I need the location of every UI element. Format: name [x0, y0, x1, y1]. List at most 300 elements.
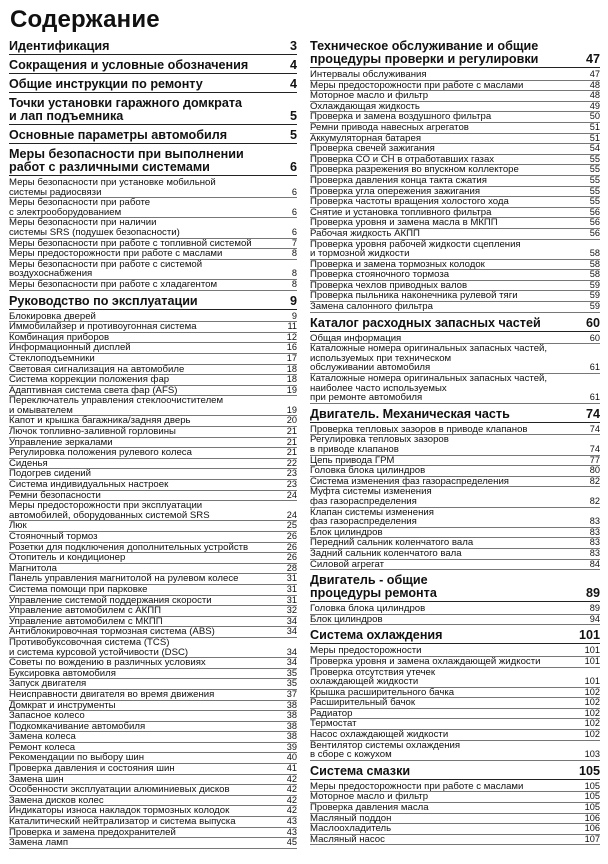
toc-entry	[310, 435, 600, 455]
entry-page-number: 42	[286, 784, 297, 795]
entry-page-number: 59	[589, 290, 600, 301]
entry-title: Меры безопасности при работе с топливной системой	[9, 237, 252, 249]
entry-title: Головка блока цилиндров	[310, 603, 426, 615]
toc-entry	[9, 690, 297, 701]
section-heading	[9, 97, 297, 125]
entry-page-number: 107	[584, 833, 600, 844]
section-heading	[310, 765, 600, 780]
entry-page-number: 42	[286, 794, 297, 805]
entry-title: Меры безопасности при наличии системы SRS (подушек безопасности)	[9, 217, 180, 238]
entry-list	[9, 178, 297, 291]
entry-title: Подкомкачивание автомобиля	[9, 720, 146, 732]
entry-page-number: 89	[589, 603, 600, 614]
entry-title: Антиблокировочная тормозная система (ABS)	[9, 626, 215, 638]
entry-page-number: 106	[584, 823, 600, 834]
toc-entry	[310, 508, 600, 528]
entry-page-number: 31	[286, 573, 297, 584]
entry-page-number: 18	[286, 374, 297, 385]
entry-page-number: 84	[589, 558, 600, 569]
entry-title: Иммобилайзер и противоугонная система	[9, 321, 197, 333]
entry-page-number: 59	[589, 279, 600, 290]
entry-page-number: 51	[589, 121, 600, 132]
entry-page-number: 83	[589, 526, 600, 537]
toc-entry	[9, 198, 297, 218]
entry-page-number: 102	[584, 729, 600, 740]
entry-title: Проверка давления и состояния шин	[9, 763, 175, 775]
entry-title: Проверка и замена предохранителей	[9, 826, 176, 838]
section-page-number: 74	[585, 406, 600, 421]
section-page-number: 4	[289, 77, 297, 91]
entry-title: Моторное масло и фильтр	[310, 90, 429, 102]
entry-title: Задний сальник коленчатого вала	[310, 547, 462, 559]
toc-entry	[310, 344, 600, 374]
toc-entry	[9, 838, 297, 849]
entry-title: Вентилятор системы охлаждения в сборе с кожухом	[310, 739, 461, 761]
entry-page-number: 56	[589, 217, 600, 228]
entry-page-number: 101	[584, 645, 600, 656]
section-heading	[9, 148, 297, 176]
entry-title: Проверка отсутствия утечек охлаждающей жидкости	[310, 666, 436, 688]
entry-title: Люк	[9, 520, 27, 532]
entry-title: Советы по вождению в различных условиях	[9, 657, 206, 669]
entry-page-number: 49	[589, 100, 600, 111]
entry-page-number: 26	[286, 541, 297, 552]
entry-title: Адаптивная система света фар (AFS)	[9, 384, 178, 396]
toc-entry	[310, 123, 600, 134]
section-heading	[310, 40, 600, 68]
entry-page-number: 77	[589, 454, 600, 465]
entry-title: Меры безопасности при установке мобильной системы радиосвязи	[9, 177, 216, 198]
section-title: Меры безопасности при выполнении работ с различными системами	[9, 147, 244, 174]
entry-list	[310, 70, 600, 313]
entry-title: Блокировка дверей	[9, 310, 96, 322]
toc-entry	[310, 302, 600, 313]
entry-page-number: 105	[584, 802, 600, 813]
entry-title: Переключатель управления стеклоочистителем и омывателем	[9, 395, 224, 416]
toc-entry	[310, 487, 600, 507]
section-title: Система смазки	[310, 763, 411, 778]
toc-section	[310, 40, 600, 313]
entry-title: Проверка давления конца такта сжатия	[310, 174, 487, 186]
toc-entry	[310, 240, 600, 260]
entry-title: Проверка уровня и замена охлаждающей жидкости	[310, 655, 541, 667]
section-title: Основные параметры автомобиля	[9, 128, 228, 142]
section-heading	[310, 629, 600, 644]
entry-title: Регулировка положения рулевого колеса	[9, 447, 192, 459]
toc-entry	[9, 218, 297, 238]
entry-title: Клапан системы изменения фаз газораспределения	[310, 506, 434, 528]
entry-title: Буксировка автомобиля	[9, 667, 116, 679]
entry-title: Термостат	[310, 718, 357, 730]
entry-page-number: 101	[584, 655, 600, 666]
entry-title: Меры предосторожности при работе с маслами	[9, 248, 223, 260]
entry-title: Система изменения фаз газораспределения	[310, 475, 509, 487]
section-title: Каталог расходных запасных частей	[310, 315, 541, 330]
entry-page-number: 48	[589, 90, 600, 101]
entry-title: Замена салонного фильтра	[310, 301, 433, 313]
section-heading	[9, 59, 297, 74]
entry-title: Управление автомобилем с МКПП	[9, 615, 163, 627]
entry-title: Меры предосторожности при эксплуатации автомобилей, оборудованных системой SRS	[9, 500, 210, 521]
entry-page-number: 40	[286, 752, 297, 763]
entry-page-number: 7	[291, 237, 297, 248]
section-page-number: 5	[289, 109, 297, 123]
entry-title: Проверка CO и CH в отработавших газах	[310, 153, 495, 165]
entry-page-number: 105	[584, 791, 600, 802]
toc-entry	[9, 501, 297, 521]
entry-page-number: 47	[589, 69, 600, 79]
entry-page-number: 23	[286, 479, 297, 490]
entry-title: Замена колеса	[9, 731, 76, 743]
entry-title: Каталитический нейтрализатор и система выпуска	[9, 816, 236, 828]
entry-page-number: 11	[287, 321, 297, 332]
toc-entry	[310, 549, 600, 560]
entry-page-number: 58	[589, 269, 600, 280]
section-title: Сокращения и условные обозначения	[9, 58, 249, 72]
entry-title: Стеклоподъемники	[9, 352, 95, 364]
entry-page-number: 26	[286, 552, 297, 563]
entry-page-number: 51	[589, 132, 600, 143]
section-page-number: 47	[585, 52, 600, 66]
toc-section	[9, 59, 297, 74]
entry-list	[9, 312, 297, 849]
entry-title: Замена шин	[9, 773, 64, 785]
entry-page-number: 60	[589, 332, 600, 343]
section-heading	[310, 408, 600, 423]
entry-list	[310, 604, 600, 625]
entry-page-number: 38	[286, 710, 297, 721]
section-heading	[310, 574, 600, 602]
entry-title: Управление зеркалами	[9, 436, 113, 448]
entry-page-number: 42	[286, 773, 297, 784]
toc-entry	[9, 260, 297, 280]
entry-title: Каталожные номера оригинальных запасных частей, наиболее часто используемых при ремонте автомобиля	[310, 373, 548, 404]
entry-title: Запуск двигателя	[9, 678, 87, 690]
toc-entry	[9, 638, 297, 658]
entry-title: Снятие и установка топливного фильтра	[310, 206, 492, 218]
entry-page-number: 6	[291, 226, 297, 237]
entry-page-number: 22	[286, 457, 297, 468]
section-heading	[9, 295, 297, 310]
entry-page-number: 74	[589, 444, 600, 454]
entry-page-number: 31	[286, 583, 297, 594]
entry-page-number: 56	[589, 206, 600, 217]
entry-page-number: 23	[286, 468, 297, 479]
section-page-number: 89	[585, 586, 600, 601]
section-title: Общие инструкции по ремонту	[9, 77, 203, 91]
entry-title: Масляный насос	[310, 833, 385, 845]
toc-section	[310, 317, 600, 404]
section-heading	[9, 129, 297, 144]
toc-section	[9, 78, 297, 93]
entry-title: Противобуксовочная система (TCS) и система курсовой устойчивости (DSC)	[9, 636, 189, 658]
toc-entry	[310, 668, 600, 688]
section-title: Руководство по эксплуатации	[9, 293, 198, 308]
entry-page-number: 102	[584, 707, 600, 718]
entry-title: Рекомендации по выбору шин	[9, 752, 145, 764]
entry-title: Ремонт колеса	[9, 741, 76, 753]
entry-title: Каталожные номера оригинальных запасных частей, используемых при техническом обслуживании автомобиля	[310, 343, 548, 374]
entry-title: Силовой агрегат	[310, 558, 384, 570]
entry-title: Лючок топливно-заливной горловины	[9, 426, 176, 438]
entry-title: Панель управления магнитолой на рулевом колесе	[9, 573, 239, 585]
entry-page-number: 42	[286, 805, 297, 816]
entry-page-number: 82	[589, 475, 600, 486]
entry-title: Замена дисков колес	[9, 794, 104, 806]
entry-title: Проверка частоты вращения холостого хода	[310, 196, 509, 208]
entry-title: Особенности эксплуатации алюминиевых дисков	[9, 784, 230, 796]
entry-page-number: 12	[286, 331, 297, 342]
entry-title: Маслоохладитель	[310, 823, 392, 835]
entry-page-number: 21	[286, 426, 297, 437]
toc-section	[9, 40, 297, 55]
entry-list	[310, 425, 600, 570]
entry-page-number: 34	[286, 615, 297, 626]
entry-title: Неисправности двигателя во время движения	[9, 688, 215, 700]
entry-page-number: 80	[589, 465, 600, 476]
entry-page-number: 101	[584, 676, 600, 687]
toc-entry	[310, 229, 600, 240]
entry-title: Домкрат и инструменты	[9, 699, 116, 711]
entry-title: Меры предосторожности при работе с маслами	[310, 79, 524, 91]
entry-title: Проверка чехлов приводных валов	[310, 279, 468, 291]
section-heading	[310, 317, 600, 332]
section-page-number: 4	[289, 58, 297, 72]
entry-title: Система коррекции положения фар	[9, 374, 170, 386]
entry-page-number: 55	[589, 196, 600, 207]
entry-title: Индикаторы износа накладок тормозных колодок	[9, 805, 230, 817]
entry-title: Комбинация приборов	[9, 331, 110, 343]
entry-page-number: 55	[589, 174, 600, 185]
entry-title: Стояночный тормоз	[9, 531, 98, 542]
entry-page-number: 61	[589, 362, 600, 373]
entry-title: Проверка и замена воздушного фильтра	[310, 111, 492, 123]
entry-page-number: 59	[589, 301, 600, 312]
toc-entry	[310, 374, 600, 404]
toc-section	[310, 629, 600, 761]
entry-page-number: 38	[286, 731, 297, 742]
entry-title: Меры предосторожности	[310, 645, 422, 657]
entry-title: Муфта системы изменения фаз газораспределения	[310, 486, 432, 507]
entry-page-number: 83	[589, 516, 600, 527]
entry-page-number: 34	[286, 646, 297, 657]
entry-title: Управление системой поддержания скорости	[9, 594, 212, 606]
entry-title: Блок цилиндров	[310, 613, 383, 625]
section-page-number: 105	[578, 763, 600, 778]
toc-entry	[9, 585, 297, 596]
entry-page-number: 26	[286, 531, 297, 541]
section-heading	[9, 78, 297, 93]
entry-title: Управление автомобилем с АКПП	[9, 605, 162, 617]
entry-title: Система помощи при парковке	[9, 583, 148, 595]
entry-title: Капот и крышка багажника/задняя дверь	[9, 415, 191, 427]
section-page-number: 9	[289, 293, 297, 308]
toc-section	[310, 765, 600, 846]
entry-page-number: 41	[286, 763, 297, 774]
entry-page-number: 102	[584, 718, 600, 729]
entry-title: Проверка стояночного тормоза	[310, 269, 450, 281]
entry-title: Проверка пыльника наконечника рулевой тяги	[310, 290, 518, 302]
toc-entry	[9, 178, 297, 198]
section-title: Точки установки гаражного домкрата и лап подъемника	[9, 96, 243, 123]
entry-title: Сиденья	[9, 457, 48, 469]
entry-page-number: 38	[286, 720, 297, 731]
entry-page-number: 35	[286, 678, 297, 689]
entry-page-number: 6	[291, 186, 297, 197]
entry-page-number: 105	[584, 780, 600, 791]
entry-title: Рабочая жидкость АКПП	[310, 227, 420, 239]
toc-entry	[9, 532, 297, 543]
entry-page-number: 21	[286, 447, 297, 458]
entry-page-number: 74	[589, 423, 600, 434]
toc-entry	[310, 835, 600, 846]
entry-title: Проверка тепловых зазоров в приводе клапанов	[310, 423, 528, 435]
entry-page-number: 106	[584, 812, 600, 823]
entry-title: Расширительный бачок	[310, 697, 416, 709]
left-column	[9, 40, 297, 849]
entry-page-number: 55	[589, 164, 600, 175]
entry-title: Охлаждающая жидкость	[310, 100, 420, 112]
toc-entry	[9, 396, 297, 416]
entry-page-number: 9	[291, 310, 297, 321]
entry-page-number: 34	[286, 657, 297, 668]
entry-page-number: 8	[291, 278, 297, 289]
entry-title: Ремни привода навесных агрегатов	[310, 121, 469, 133]
entry-page-number: 54	[589, 143, 600, 154]
toc-entry	[310, 70, 600, 81]
toc-section	[9, 129, 297, 144]
entry-page-number: 82	[589, 495, 600, 506]
section-title: Двигатель - общие процедуры ремонта	[310, 573, 437, 601]
entry-title: Запасное колесо	[9, 710, 85, 722]
entry-page-number: 21	[286, 436, 297, 447]
entry-page-number: 19	[286, 404, 297, 415]
section-page-number: 60	[585, 315, 600, 330]
section-page-number: 5	[289, 128, 297, 142]
entry-page-number: 8	[291, 268, 297, 279]
entry-page-number: 61	[589, 392, 600, 403]
toc-section	[310, 574, 600, 625]
entry-page-number: 45	[286, 837, 297, 848]
entry-list	[310, 646, 600, 761]
section-title: Идентификация	[9, 39, 110, 53]
entry-list	[310, 782, 600, 846]
entry-page-number: 48	[589, 79, 600, 90]
entry-title: Масляный поддон	[310, 812, 392, 824]
entry-page-number: 39	[286, 741, 297, 752]
entry-page-number: 58	[589, 248, 600, 259]
entry-page-number: 103	[584, 749, 600, 760]
entry-title: Замена ламп	[9, 837, 69, 849]
toc-entry	[310, 615, 600, 626]
toc-entry	[310, 741, 600, 761]
entry-title: Головка блока цилиндров	[310, 465, 426, 477]
entry-title: Моторное масло и фильтр	[310, 791, 429, 803]
entry-page-number: 83	[589, 537, 600, 548]
entry-title: Проверка уровня и замена масла в МКПП	[310, 217, 498, 229]
entry-title: Система индивидуальных настроек	[9, 479, 169, 491]
entry-page-number: 102	[584, 697, 600, 708]
entry-page-number: 38	[286, 699, 297, 710]
entry-page-number: 17	[286, 352, 297, 363]
entry-page-number: 102	[584, 686, 600, 697]
entry-title: Проверка давления масла	[310, 802, 429, 814]
entry-title: Радиатор	[310, 707, 353, 719]
entry-title: Блок цилиндров	[310, 526, 383, 538]
entry-page-number: 37	[286, 688, 297, 699]
section-page-number: 101	[578, 628, 600, 643]
entry-page-number: 19	[286, 384, 297, 395]
entry-title: Аккумуляторная батарея	[310, 132, 422, 144]
entry-page-number: 24	[286, 489, 297, 500]
entry-title: Световая сигнализация на автомобиле	[9, 363, 185, 375]
entry-page-number: 18	[286, 363, 297, 374]
entry-title: Интервалы обслуживания	[310, 69, 427, 80]
entry-list	[310, 334, 600, 404]
entry-title: Отопитель и кондиционер	[9, 552, 126, 564]
entry-page-number: 43	[286, 816, 297, 827]
toc-entry	[9, 354, 297, 365]
entry-page-number: 24	[286, 509, 297, 520]
entry-title: Крышка расширительного бачка	[310, 686, 455, 698]
entry-page-number: 50	[589, 111, 600, 122]
entry-title: Информационный дисплей	[9, 342, 131, 354]
toc-entry	[310, 560, 600, 571]
entry-page-number: 31	[286, 594, 297, 605]
entry-title: Проверка свечей зажигания	[310, 143, 435, 155]
page-title: Содержание	[10, 6, 160, 33]
right-column	[310, 40, 600, 845]
entry-title: Цепь привода ГРМ	[310, 454, 395, 466]
toc-entry	[310, 176, 600, 187]
entry-title: Розетки для подключения дополнительных устройств	[9, 541, 249, 553]
section-page-number: 6	[289, 160, 297, 174]
entry-page-number: 58	[589, 258, 600, 269]
entry-title: Меры предосторожности при работе с маслами	[310, 780, 524, 792]
entry-title: Проверка и замена тормозных колодок	[310, 258, 485, 270]
entry-page-number: 6	[291, 206, 297, 217]
entry-title: Меры безопасности при работе с системой воздухоснабжения	[9, 258, 203, 280]
entry-title: Меры безопасности при работе с хладагентом	[9, 278, 218, 290]
entry-title: Проверка разрежения во впускном коллекторе	[310, 164, 519, 176]
entry-page-number: 55	[589, 185, 600, 196]
toc-entry	[310, 657, 600, 668]
entry-page-number: 25	[286, 520, 297, 531]
entry-page-number: 35	[286, 667, 297, 678]
entry-title: Ремни безопасности	[9, 489, 101, 501]
entry-title: Общая информация	[310, 332, 402, 344]
entry-page-number: 34	[286, 626, 297, 637]
entry-page-number: 94	[589, 613, 600, 624]
toc-section	[310, 408, 600, 570]
entry-title: Проверка угла опережения зажигания	[310, 185, 481, 197]
section-heading	[9, 40, 297, 55]
section-page-number: 3	[289, 39, 297, 53]
toc-section	[9, 295, 297, 849]
entry-page-number: 55	[589, 153, 600, 164]
entry-title: Магнитола	[9, 562, 57, 574]
entry-page-number: 32	[286, 605, 297, 616]
entry-page-number: 83	[589, 547, 600, 558]
entry-page-number: 8	[291, 248, 297, 259]
entry-title: Передний сальник коленчатого вала	[310, 537, 474, 549]
entry-title: Регулировка тепловых зазоров в приводе клапанов	[310, 434, 449, 455]
toc-entry	[9, 448, 297, 459]
entry-title: Проверка уровня рабочей жидкости сцепления и тормозной жидкости	[310, 238, 521, 260]
section-title: Система охлаждения	[310, 628, 443, 643]
entry-page-number: 56	[589, 227, 600, 238]
toc-section	[9, 148, 297, 291]
